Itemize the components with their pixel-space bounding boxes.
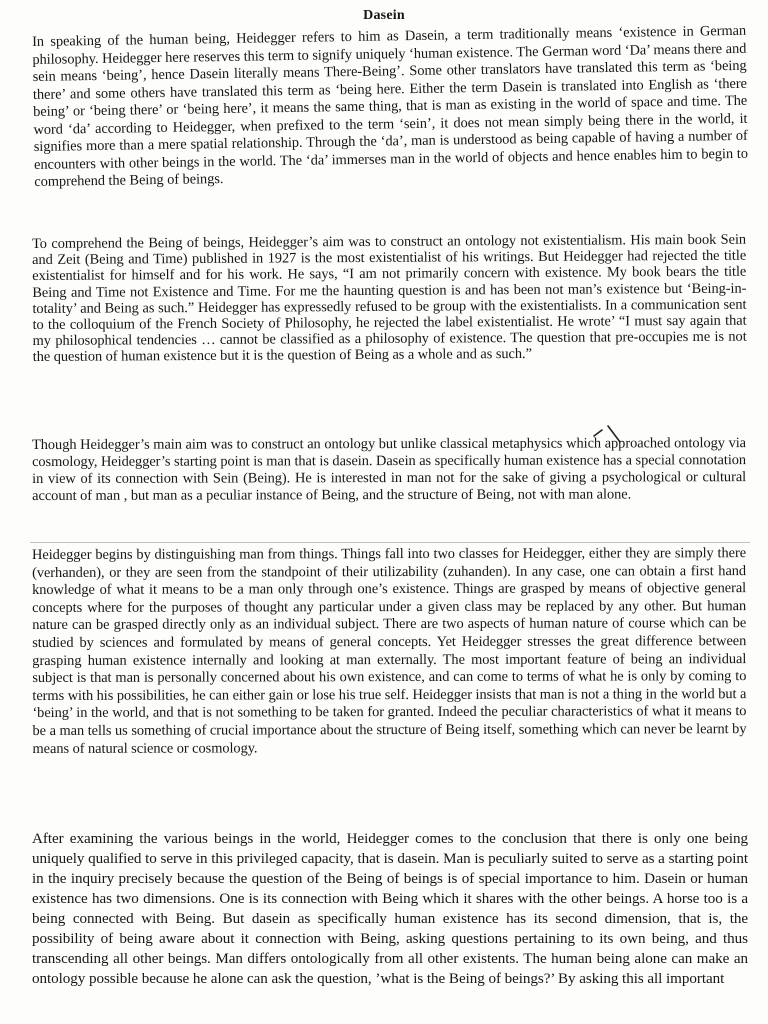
paragraph-starting-point: Though Heidegger’s main aim was to construct an ontology but unlike classical metaphysics which approached ontology via cosmology, Heidegger’s starting point is man that is dasein. Dasein as specifically human existence has a special connotation in view of its connection with Sein (Being). He is interested in man not for the sake of giving a psychological or cultural account of man , but man as a peculiar instance of Being, and the structure of Being, not with man alone. — [32, 435, 747, 504]
paragraph-being-of-beings: To comprehend the Being of beings, Heidegger’s aim was to construct an ontology not existentialism. His main book Sein and Zeit (Being and Time) published in 1927 is the most existentialist of his writings. But Heidegger had rejected the title existentialist for himself and for his work. He says, “I am not primarily concern with existence. My book bears the title Being and Time not Existence and Time. For me the haunting question is and has been not man’s existence but ‘Being-in-totality’ and Being as such.” Heidegger has expressedly refused to be group with the existentialists. In a communication sent to the colloquium of the French Society of Philosophy, he rejected the label existentialist. He wrote’ “I must say again that my philosophical tendencies … cannot be classified as a philosophy of existence. The question that pre-occupies me is not the question of human existence but it is the question of Being as a whole and as such.” — [32, 231, 747, 366]
scan-divider — [30, 542, 750, 543]
paragraph-two-dimensions: After examining the various beings in the world, Heidegger comes to the conclusion that there is only one being uniquely qualified to serve in this privileged capacity, that is dasein. Man is peculiarly suited to serve as a starting point in the inquiry precisely because the question of the Being of beings is of special importance to him. Dasein or human existence has two dimensions. One is its connection with Being which it shares with the other beings. A horse too is a being connected with Being. But dasein as specifically human existence has its second dimension, that is, the possibility of being aware about it connection with Being, asking questions pertaining to its own being, and thus transcending all other beings. Man differs ontologically from all other existents. The human being alone can make an ontology possible because he alone can ask the question, ’what is the Being of beings?’ By asking this all important — [32, 831, 748, 987]
document-title: Dasein — [363, 8, 405, 23]
paragraph-man-and-things: Heidegger begins by distinguishing man from things. Things fall into two classes for Heidegger, either they are simply there (verhanden), or they are seen from the standpoint of their utilizability (zuhanden). In any case, one can obtain a first hand knowledge of what it means to be a man only through one’s existence. Things are grasped by means of objective general concepts where for the purposes of thought any particular under a given class may be replaced by any other. But human nature can be grasped directly only as an individual subject. There are two aspects of human nature of course which can be studied by sciences and formulated by means of general concepts. Yet Heidegger stresses the great difference between grasping human existence internally and looking at man externally. The most important feature of being an individual subject is that man is personally concerned about his own existence, and can come to terms of what he is only by coming to terms with his possibilities, he can either gain or lose his true self. Heidegger insists that man is not a thing in the world but a ‘being’ in the world, and that is not something to be taken for granted. Indeed the peculiar characteristics of what it means to be a man tells us something of crucial importance about the structure of Being itself, something which can never be learnt by means of natural science or cosmology. — [32, 545, 747, 757]
paragraph-dasein-definition: In speaking of the human being, Heidegger refers to him as Dasein, a term traditionally means ‘existence in German philosophy. Heidegger here reserves this term to signify uniquely ‘human existence. The German word ‘Da’ means there and sein means ‘being’, hence Dasein literally means There-Being’. Some other translators have translated this term as ‘being there’ and some others have translated this term as ‘being here. Either the term Dasein is translated into English as ‘there being’ or ‘being there’ or ‘being here’, it means the same thing, that is man as existing in the world of space and time. The word ‘da’ according to Heidegger, when prefixed to the term ‘sein’, it does not mean simply being there in the world, it signifies more than a mere spatial relationship. Through the ‘da’, man is understood as being capable of having a number of encounters with other beings in the world. The ‘da’ immerses man in the world of objects and hence enables him to begin to comprehend the Being of beings. — [32, 22, 749, 190]
